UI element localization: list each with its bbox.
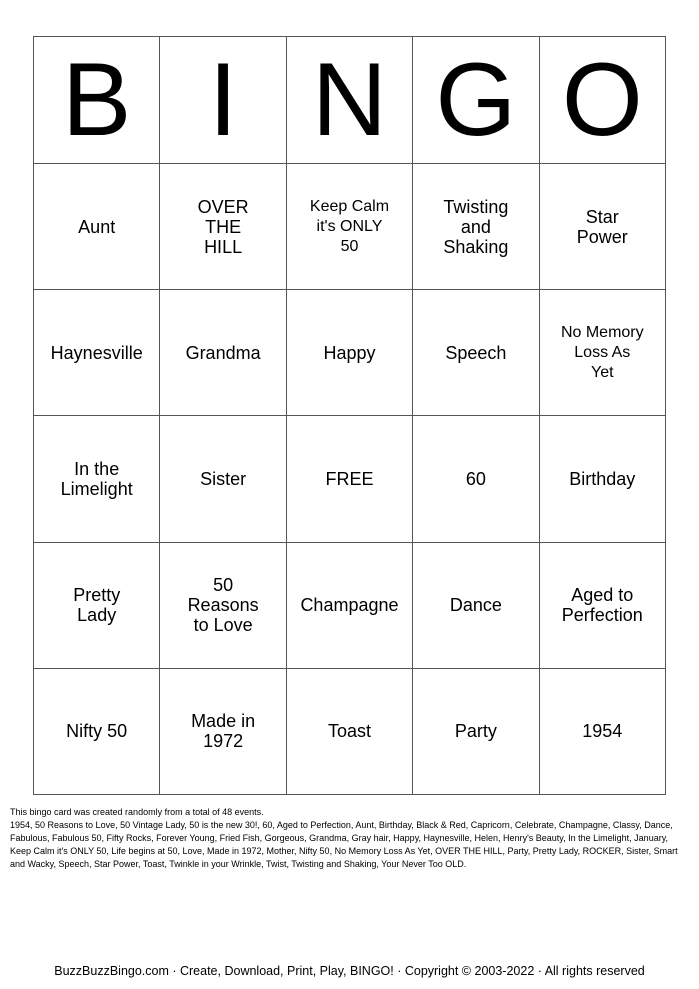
bingo-cell: OVER THE HILL [160, 164, 286, 290]
bingo-row-1 [34, 164, 666, 290]
bingo-cell: Made in 1972 [160, 668, 286, 794]
bingo-cell: In the Limelight [34, 416, 160, 542]
bingo-cell: Haynesville [34, 290, 160, 416]
bingo-cell: Toast [286, 668, 412, 794]
free-space-cell: FREE [286, 416, 412, 542]
bingo-cell: Nifty 50 [34, 668, 160, 794]
header-letter-n: N [286, 37, 412, 164]
header-letter-o: O [539, 37, 665, 164]
bingo-cell: Aunt [34, 164, 160, 290]
bingo-cell: Champagne [286, 542, 412, 668]
bingo-row-4 [34, 542, 666, 668]
bingo-cell: Dance [413, 542, 539, 668]
card-events-list: 1954, 50 Reasons to Love, 50 Vintage Lady, 50 is the new 30!, 60, Aged to Perfection, Aunt, Birthday, Black & Red, Capricorn, Celebrate, Champagne, Classy, Dance, Fabulous, Fabulous 50, Fifty Rocks, Forever Young, Fried Fish, Gorgeous, Grandma, Gray hair, Happy, Haynesville, Helen, Henry's Beauty, In the Limelight, January, Keep Calm it's ONLY 50, Life begins at 50, Love, Made in 1972, Mother, Nifty 50, No Memory Loss As Yet, OVER THE HILL, Party, Pretty Lady, ROCKER, Sister, Smart and Wacky, Speech, Star Power, Toast, Twinkle in your Wrinkle, Twist, Twisting and Shaking, Your Never Too OLD. [10, 820, 678, 869]
bingo-cell: No Memory Loss As Yet [539, 290, 665, 416]
page-footer: BuzzBuzzBingo.com · Create, Download, Print, Play, BINGO! · Copyright © 2003-2022 · All rights reserved [54, 964, 645, 978]
header-letter-g: G [413, 37, 539, 164]
bingo-header-row [34, 37, 666, 164]
card-info [10, 806, 690, 871]
header-letter-b: B [34, 37, 160, 164]
bingo-cell: Star Power [539, 164, 665, 290]
bingo-cell: Speech [413, 290, 539, 416]
bingo-cell: Twisting and Shaking [413, 164, 539, 290]
bingo-cell: 1954 [539, 668, 665, 794]
bingo-row-3 [34, 416, 666, 542]
bingo-row-2 [34, 290, 666, 416]
card-created-note: This bingo card was created randomly from a total of 48 events. [10, 807, 264, 817]
bingo-cell: Sister [160, 416, 286, 542]
bingo-card [33, 36, 666, 795]
bingo-cell: Pretty Lady [34, 542, 160, 668]
bingo-cell: Keep Calm it's ONLY 50 [286, 164, 412, 290]
bingo-cell: Party [413, 668, 539, 794]
bingo-cell: Birthday [539, 416, 665, 542]
bingo-cell: 50 Reasons to Love [160, 542, 286, 668]
bingo-row-5 [34, 668, 666, 794]
bingo-cell: Aged to Perfection [539, 542, 665, 668]
bingo-cell: 60 [413, 416, 539, 542]
header-letter-i: I [160, 37, 286, 164]
bingo-cell: Happy [286, 290, 412, 416]
bingo-cell: Grandma [160, 290, 286, 416]
